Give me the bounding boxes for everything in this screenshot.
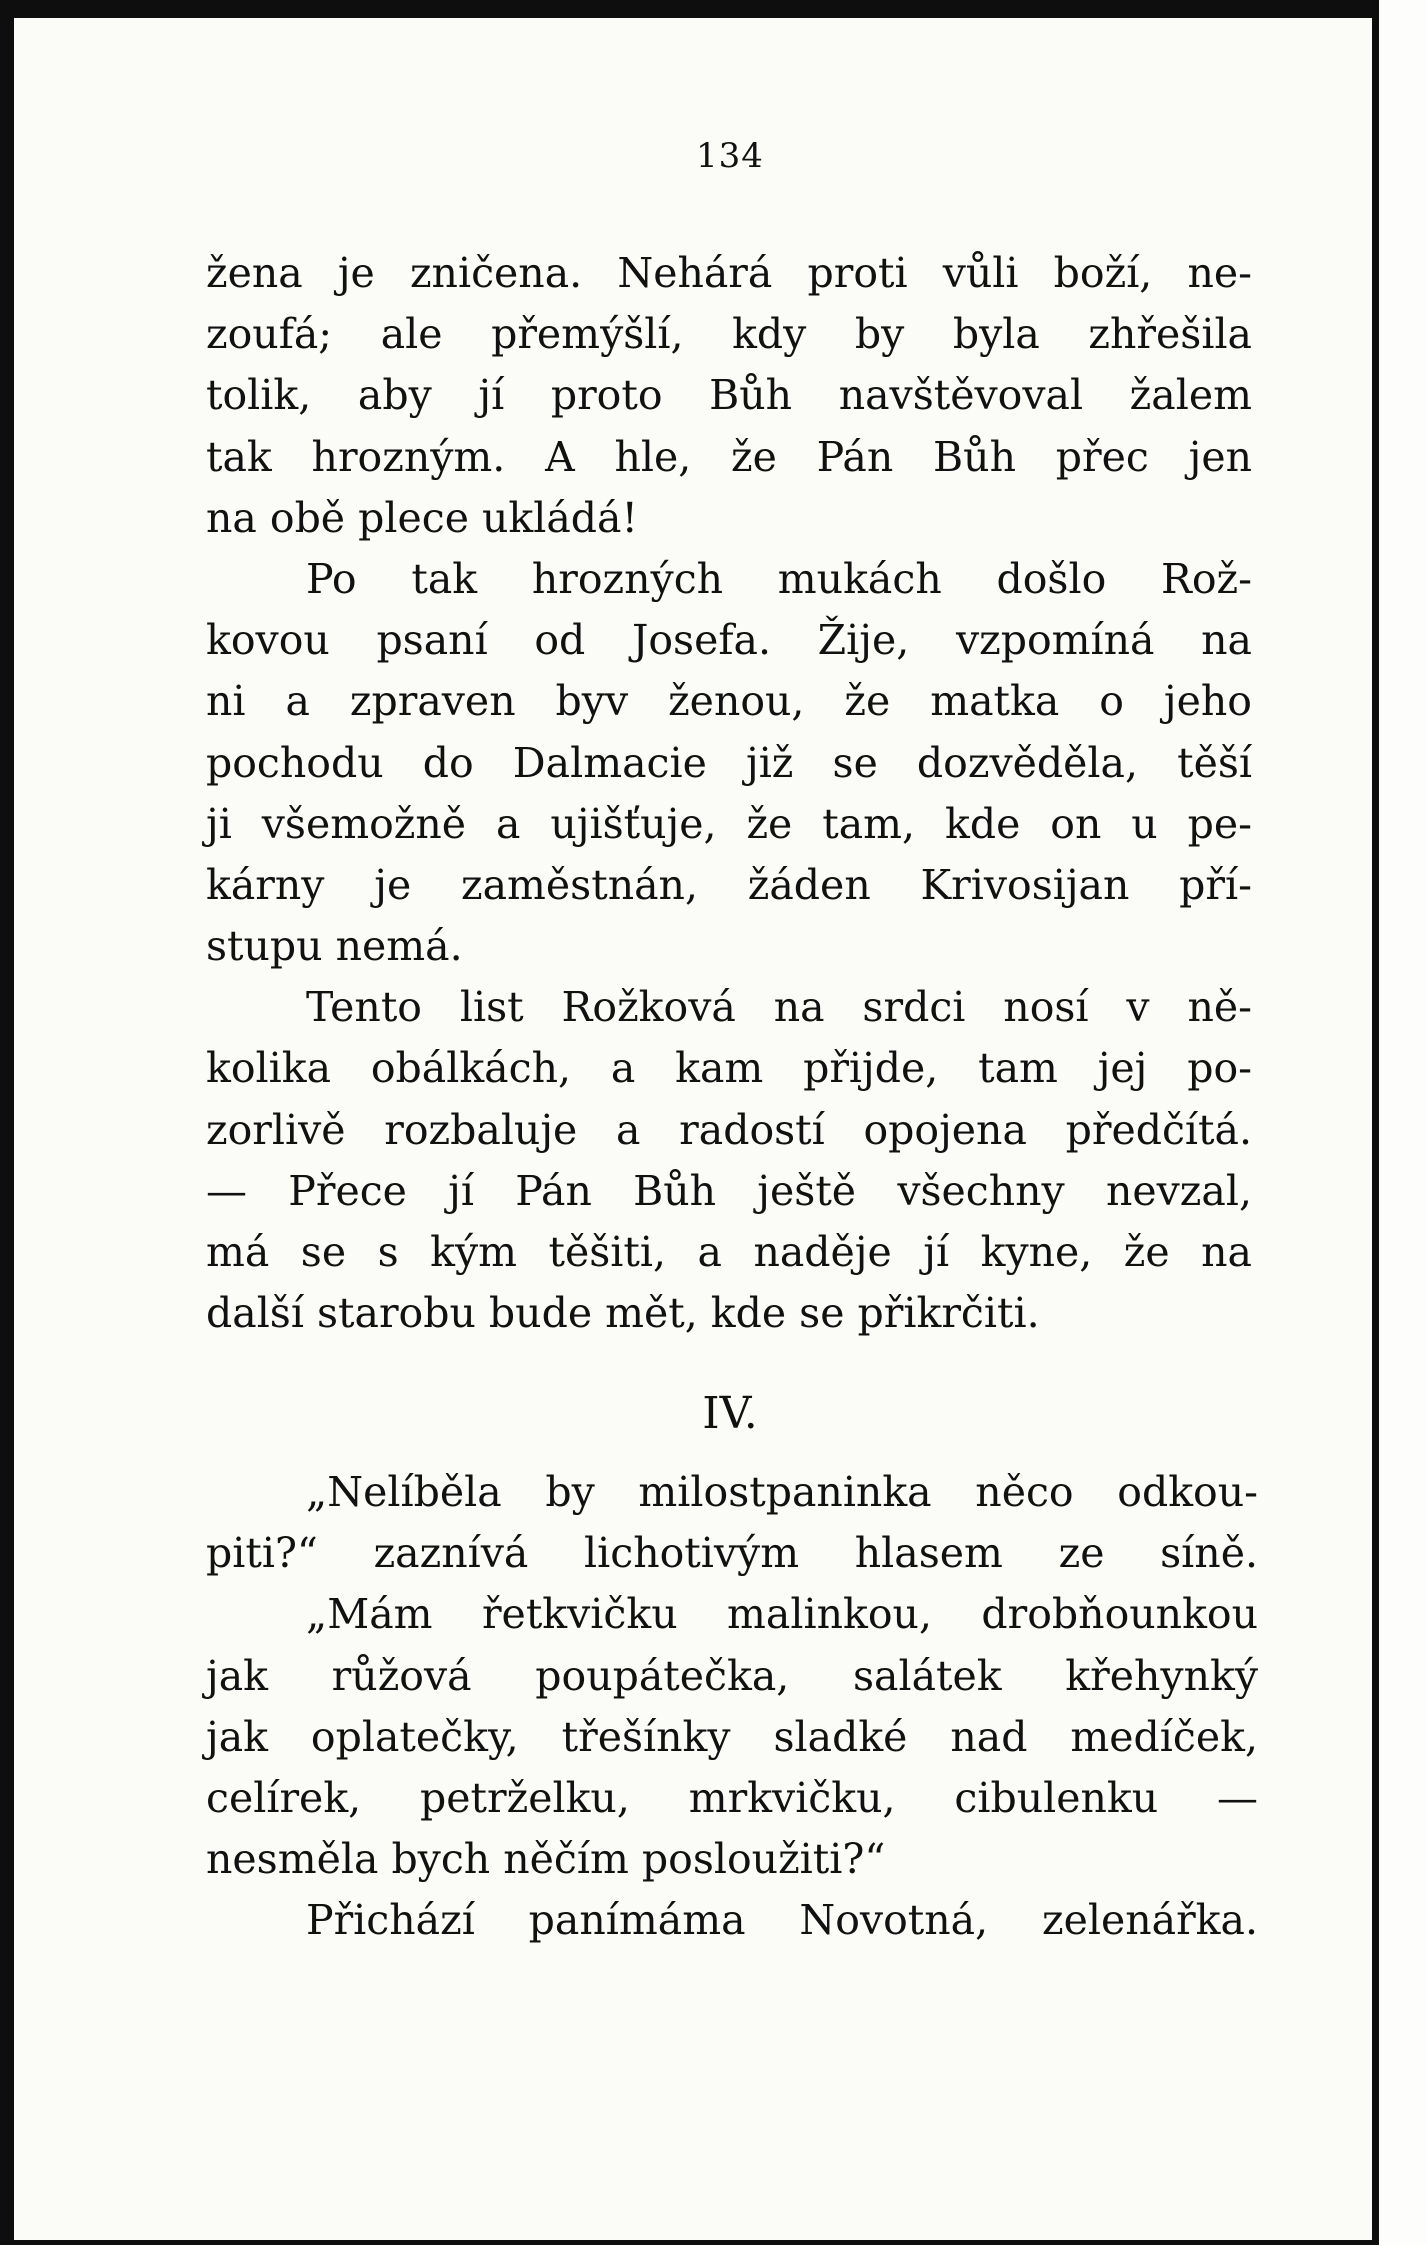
text-line: stupu nemá.	[206, 922, 463, 971]
text-line: ji všemožně a ujišťuje, že tam, kde on u pe-	[206, 799, 1252, 848]
text-line: jak oplatečky, třešínky sladké nad medíček,	[206, 1712, 1258, 1761]
book-binding-edge	[1372, 0, 1427, 2245]
text-line: další starobu bude mět, kde se přikrčiti.	[206, 1289, 1040, 1338]
text-line: „Nelíběla by milostpaninka něco odkou-	[306, 1468, 1258, 1516]
text-line: ni a zpraven byv ženou, že matka o jeho	[206, 677, 1252, 726]
text-line: tak hrozným. A hle, že Pán Bůh přec jen	[206, 432, 1252, 481]
text-line: nesměla bych něčím posloužiti?“	[206, 1835, 886, 1884]
body-text-section-1	[206, 243, 1252, 1344]
text-line: na obě plece ukládá!	[206, 493, 638, 542]
text-line: „Mám řetkvičku malinkou, drobňounkou	[306, 1590, 1258, 1639]
text-line: tolik, aby jí proto Bůh navštěvoval žalem	[206, 371, 1252, 420]
text-line: celírek, petrželku, mrkvičku, cibulenku —	[206, 1773, 1258, 1822]
body-text-section-2	[206, 1462, 1258, 1952]
chapter-heading: IV.	[702, 1388, 758, 1439]
page-number: 134	[696, 136, 764, 176]
text-line: zorlivě rozbaluje a radostí opojena předčítá.	[206, 1105, 1252, 1154]
text-line: Po tak hrozných mukách došlo Rož-	[306, 554, 1252, 603]
text-line: pochodu do Dalmacie již se dozvěděla, těší	[206, 738, 1252, 787]
text-line: piti?“ zaznívá lichotivým hlasem ze síně.	[206, 1529, 1258, 1578]
text-line: žena je zničena. Nehárá proti vůli boží, ne-	[206, 249, 1252, 297]
text-line: kolika obálkách, a kam přijde, tam jej po-	[206, 1044, 1252, 1093]
text-line: Přichází panímáma Novotná, zelenářka.	[306, 1896, 1258, 1945]
text-line: Tento list Rožková na srdci nosí v ně-	[306, 983, 1252, 1032]
text-line: kárny je zaměstnán, žáden Krivosijan pří-	[206, 860, 1252, 909]
text-line: jak růžová poupátečka, salátek křehynký	[206, 1651, 1258, 1700]
text-line: zoufá; ale přemýšlí, kdy by byla zhřešila	[206, 310, 1252, 359]
text-line: má se s kým těšiti, a naděje jí kyne, že na	[206, 1228, 1252, 1276]
text-line: kovou psaní od Josefa. Žije, vzpomíná na	[206, 616, 1252, 665]
text-line: — Přece jí Pán Bůh ještě všechny nevzal,	[206, 1166, 1252, 1215]
